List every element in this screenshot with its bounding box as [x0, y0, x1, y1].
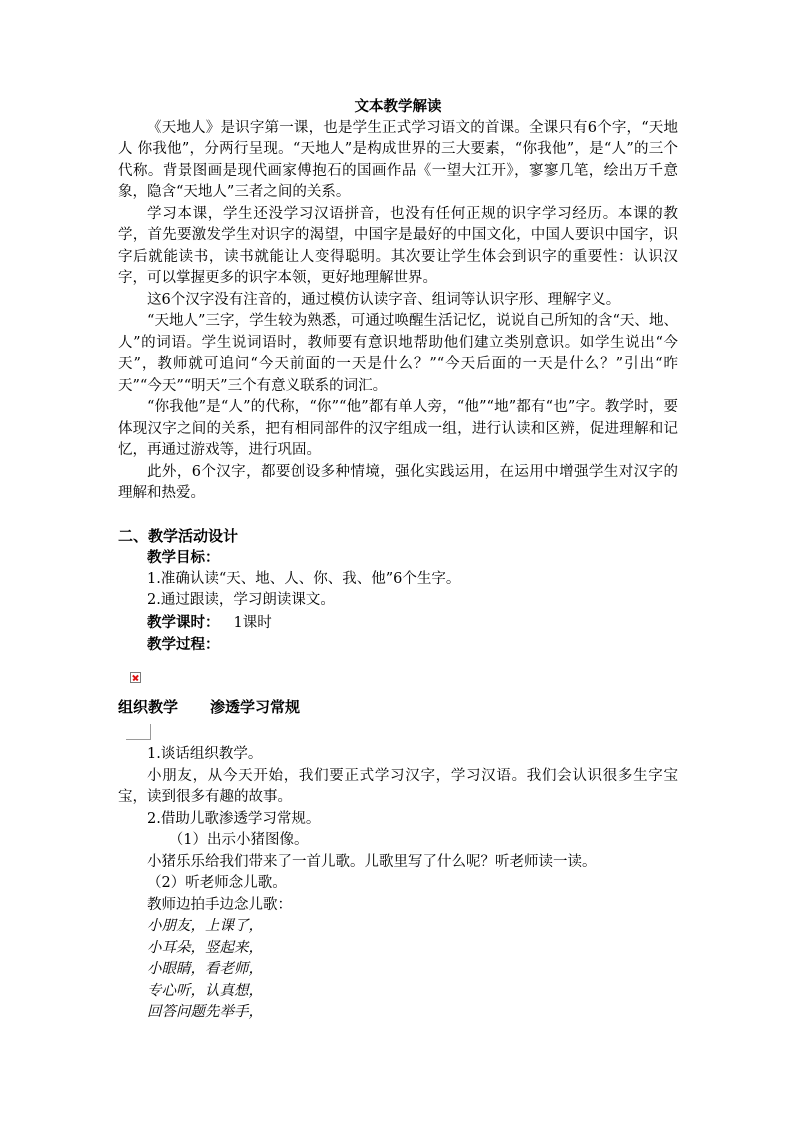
poem-line: 回答问题先举手，	[147, 1004, 263, 1020]
intro-paragraph: 这6个汉字没有注音的，通过模仿认读字音、组词等认识字形、理解字义。	[147, 291, 621, 308]
step-heading: 2.借助儿歌渗透学习常规。	[147, 810, 321, 827]
poem-line: 专心听，认真想，	[147, 982, 263, 999]
hours-value: 1课时	[233, 614, 272, 631]
document-page	[118, 96, 678, 1024]
section-heading: 二、教学活动设计	[118, 526, 239, 545]
intro-paragraph: 学习本课，学生还没学习汉语拼音，也没有任何正规的识字学习经历。本课的教学，首先要激发学生对识字的渴望，中国字是最好的中国文化，中国人要识中国字，识字后就能读书，读书就能让人变得聪明。其次要让学生体会到识字的重要性：认识汉字，可以掌握更多的识字本领，更好地理解世界。	[118, 205, 678, 286]
sub-step: （1）出示小猪图像。	[168, 832, 309, 848]
step-text: 小朋友，从今天开始，我们要正式学习汉字，学习汉语。我们会认识很多生字宝宝，读到很多有趣的故事。	[118, 767, 678, 805]
sub-step-text: 小猪乐乐给我们带来了一首儿歌。儿歌里写了什么呢？听老师读一读。	[147, 853, 597, 870]
hours-label: 教学课时：	[147, 613, 220, 631]
part-heading	[118, 697, 678, 719]
intro-paragraph: “你我他”是“人”的代称，“你”“他”都有单人旁，“他”“地”都有“也”字。教学时，要体现汉字之间的关系，把有相同部件的汉字组成一组，进行认读和区辨，促进理解和记忆，再通过游戏等，进行巩固。	[118, 399, 678, 458]
goals-label: 教学目标：	[147, 549, 220, 566]
sub-step: （2）听老师念儿歌。	[147, 875, 287, 891]
intro-paragraph: 《天地人》是识字第一课，也是学生正式学习语文的首课。全课只有6个字，“天地人 你我他”，分两行呈现。“天地人”是构成世界的三大要素，“你我他”，是“人”的三个代称。背景图画是现代画家傅抱石的国画作品《一望大江开》，寥寥几笔，绘出万千意象，隐含“天地人”三者之间的关系。	[118, 119, 678, 200]
step-heading: 1.谈话组织教学。	[147, 746, 263, 762]
intro-paragraph: 此外，6个汉字，都要创设多种情境，强化实践运用，在运用中增强学生对汉字的理解和热爱。	[118, 463, 678, 501]
part-heading-a: 组织教学	[118, 697, 179, 716]
part-heading-b: 渗透学习常规	[210, 697, 301, 716]
process-label: 教学过程：	[147, 636, 220, 653]
broken-image-icon	[130, 672, 141, 683]
blank-line	[118, 505, 678, 526]
intro-paragraph: “天地人”三字，学生较为熟悉，可通过唤醒生活记忆，说说自己所知的含“天、地、人”的词语。学生说词语时，教师要有意识地帮助他们建立类别意识。如学生说出“今天”，教师就可追问“今天前面的一天是什么？”“今天后面的一天是什么？”引出“昨天”“今天”“明天”三个有意义联系的词汇。	[118, 313, 678, 394]
document-title: 文本教学解读	[354, 98, 442, 115]
poem-line: 小朋友，上课了，	[147, 918, 263, 934]
poem-line: 小眼睛，看老师，	[147, 961, 263, 977]
hours-row	[118, 612, 678, 635]
poem-line: 小耳朵，竖起来，	[147, 939, 263, 956]
sub-step-text: 教师边拍手边念儿歌：	[147, 896, 292, 913]
goal-item: 1.准确认读“天、地、人、你、我、他”6个生字。	[147, 570, 461, 587]
goal-item: 2.通过跟读，学习朗读课文。	[147, 592, 335, 608]
text-frame-corner-mark	[126, 718, 678, 744]
